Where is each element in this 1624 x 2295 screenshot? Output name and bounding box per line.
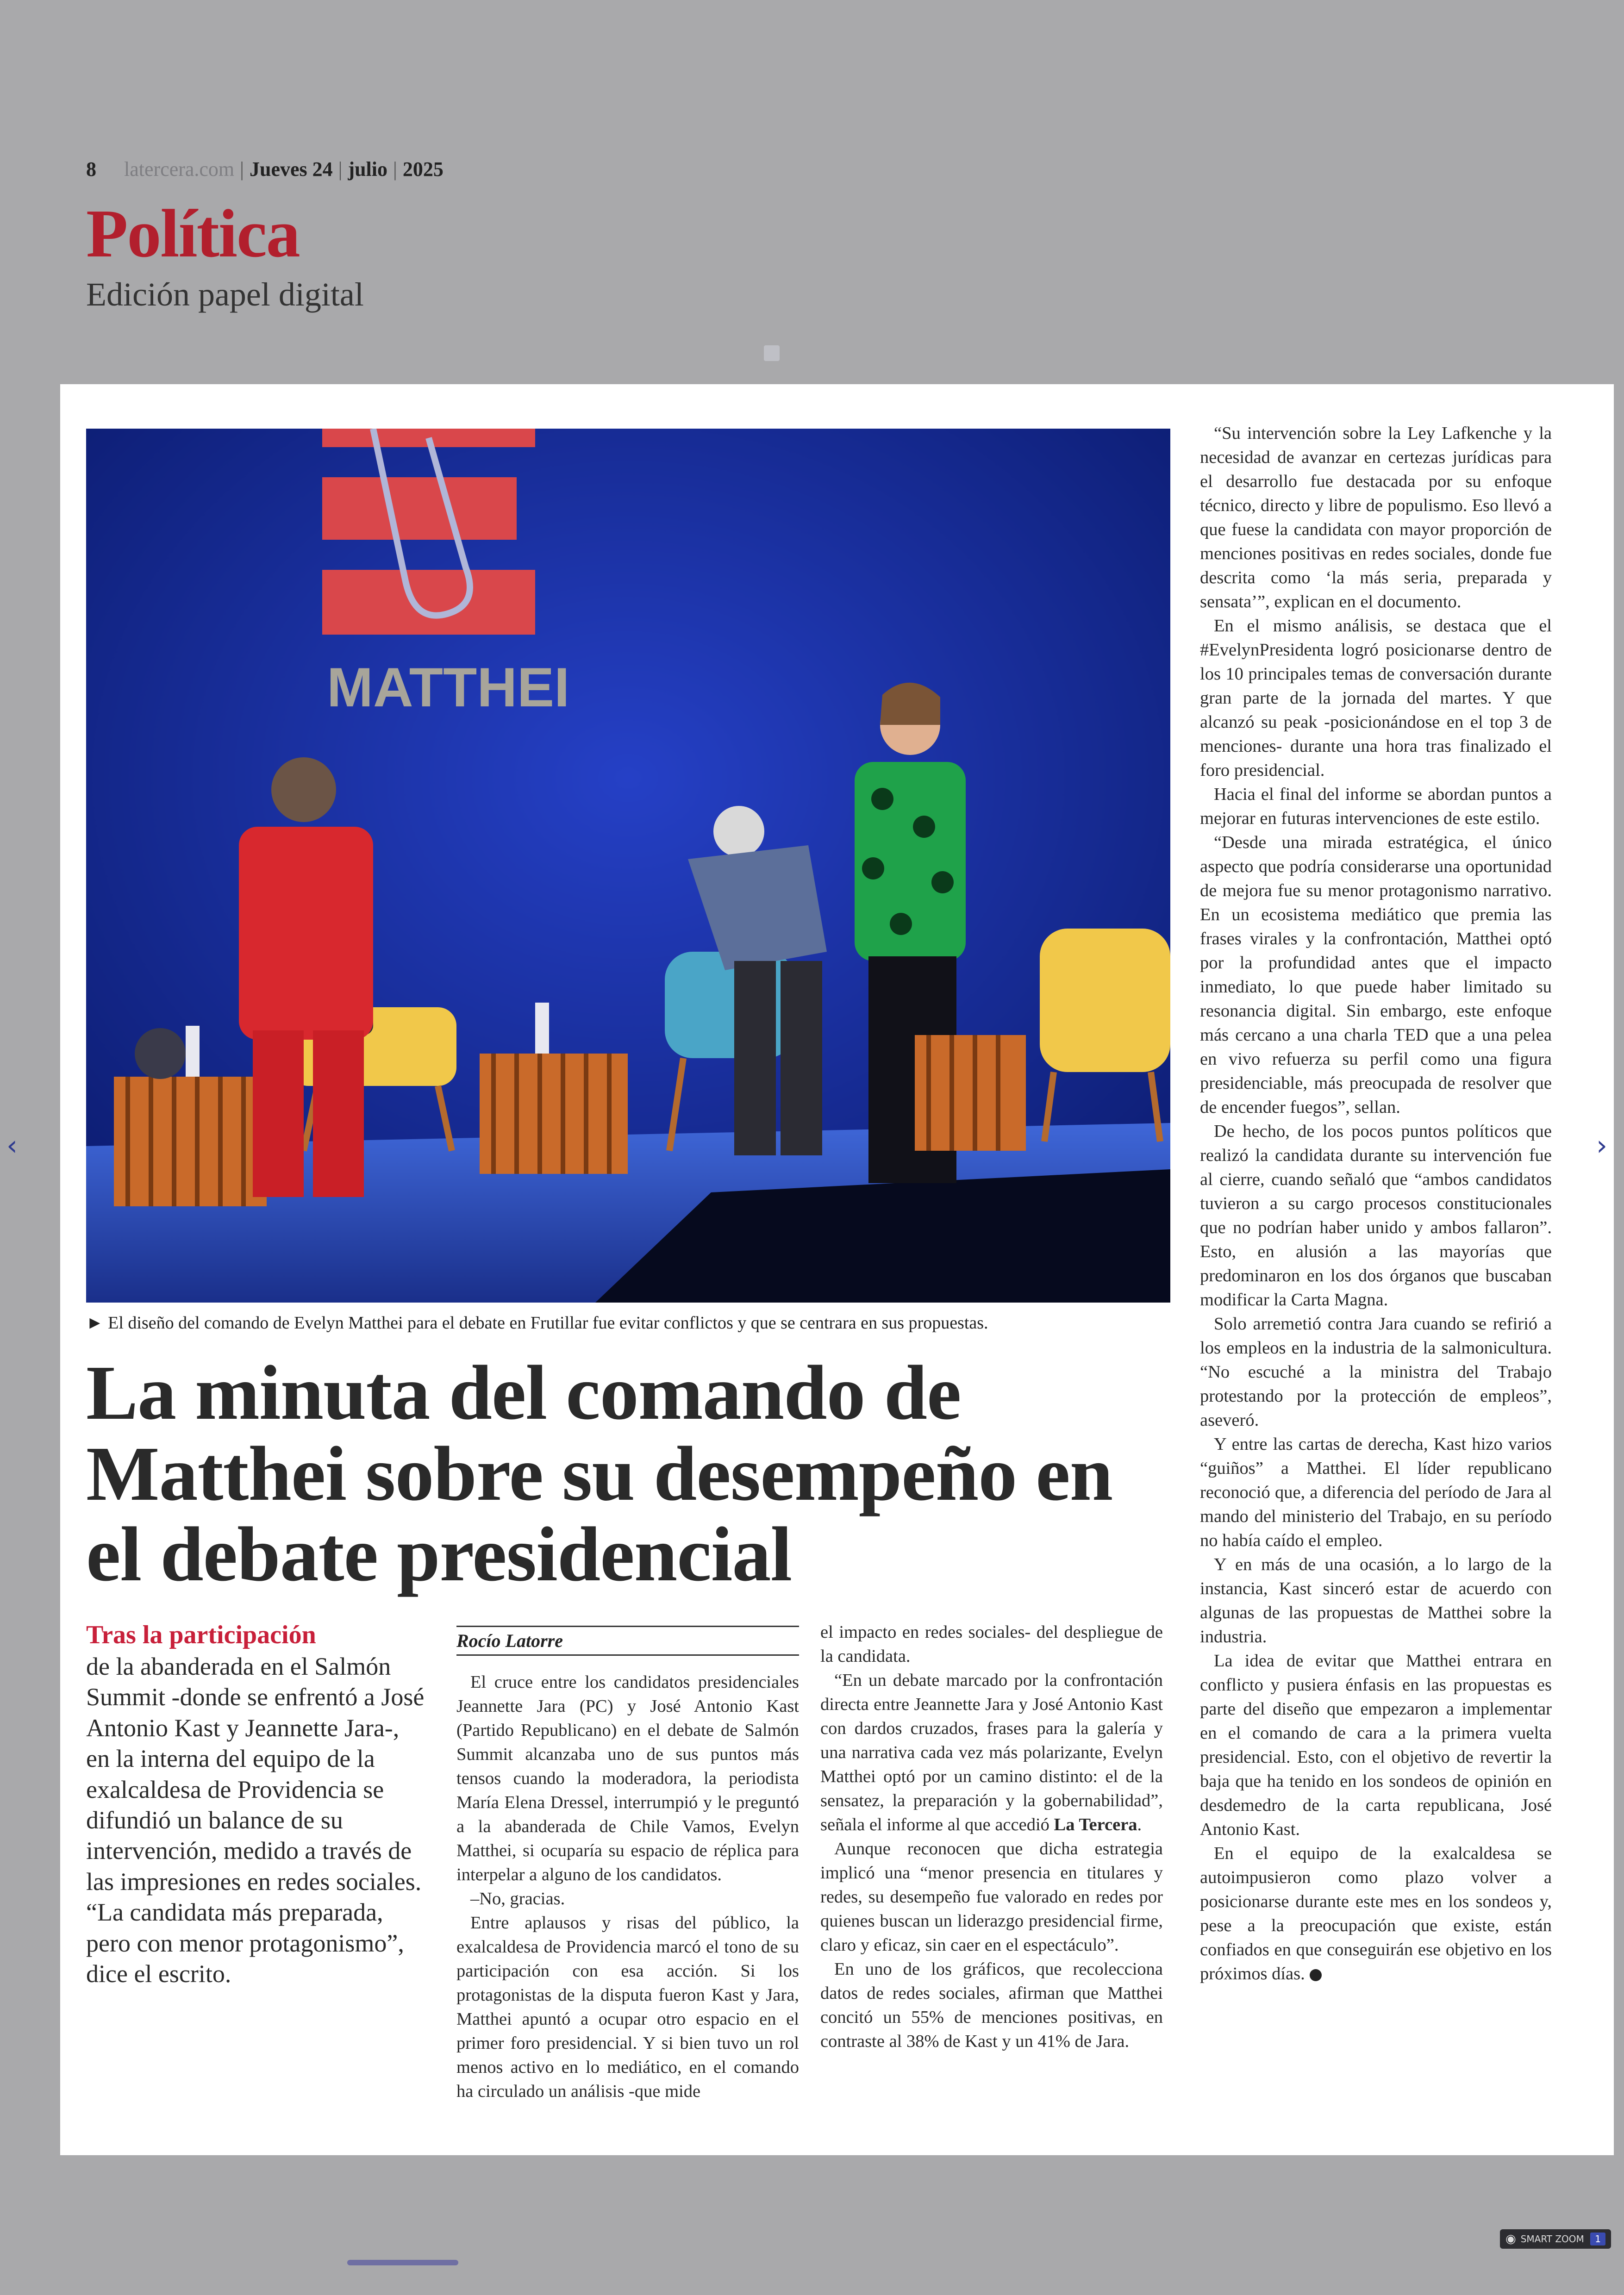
masthead — [86, 157, 734, 314]
paragraph: En uno de los gráficos, que recolecciona datos de redes sociales, afirman que Matthei concitó un 55% de menciones positivas, en contraste al 38% de Kast y un 41% de Jara. — [820, 1959, 1163, 2051]
smart-zoom-label: SMART ZOOM — [1520, 2233, 1584, 2245]
article-column-3 — [1200, 421, 1552, 1986]
paragraph: La idea de evitar que Matthei entrara en conflicto y pusiera énfasis en las propuestas es parte del diseño que empezaron a implementar en el comando de cara a la primera vuelta presidencial. Esto, con el objetivo de revertir la baja que ha tenido en los sondeos de opinión en desdemedro de la carta republicana, José Antonio Kast. — [1200, 1651, 1552, 1839]
debate-stage-illustration — [86, 429, 1170, 1303]
paragraph: En el equipo de la exalcaldesa se autoimpusieron como plazo volver a posicionarse durante este mes en los sondeos y, pese a la preocupación que existe, están confiados en que conseguirán ese objetivo en los próximos días. — [1200, 1844, 1552, 1983]
date-day: Jueves 24 — [249, 158, 333, 181]
page-number: 8 — [86, 158, 96, 181]
next-page-icon[interactable]: › — [1596, 1129, 1607, 1162]
paragraph: Hacia el final del informe se abordan puntos a mejorar en futuras intervenciones de este estilo. — [1200, 785, 1552, 828]
lede-text: de la abanderada en el Salmón Summit -donde se enfrentó a José Antonio Kast y Jeannette Jara-, en la interna del equipo de la exalcaldesa de Providencia se difundió un balance de su intervención, medido a través de las impresiones en redes sociales. “La candidata más preparada, pero con menor protagonismo”, dice el escrito. — [86, 1652, 425, 1988]
eye-icon: ◉ — [1505, 2232, 1516, 2246]
paragraph: el impacto en redes sociales- del despliegue de la candidata. — [820, 1622, 1163, 1666]
paragraph: Y en más de una ocasión, a lo largo de la instancia, Kast sinceró estar de acuerdo con algunas de las propuestas de Matthei sobre la industria. — [1200, 1555, 1552, 1646]
paragraph: Y entre las cartas de derecha, Kast hizo varios “guiños” a Matthei. El líder republicano reconoció que, a diferencia del período de Jara al mando del ministerio del Trabajo, en su período no había caído el empleo. — [1200, 1434, 1552, 1550]
smart-zoom-value: 1 — [1590, 2233, 1605, 2245]
date-year: 2025 — [402, 158, 443, 181]
section-title: Política — [86, 196, 300, 272]
photo-caption: ► El diseño del comando de Evelyn Matthei para el debate en Frutillar fue evitar conflictos y que se centrara en sus propuestas. — [86, 1313, 988, 1333]
site-name: latercera.com — [124, 158, 235, 181]
paragraph: De hecho, de los pocos puntos políticos que realizó la candidata durante su intervención fue al cierre, cuando señaló que “ambos candidatos tuvieron a su cargo procesos constitucionales que no podrían haber unido y ambos fallaron”. Esto, en alusión a las mayorías que predominaron en los dos órganos que buscaban modificar la Carta Magna. — [1200, 1122, 1552, 1310]
paragraph: Solo arremetió contra Jara cuando se refirió a los empleos en la industria de la salmonicultura. “No escuché a la ministra del Trabajo protestando por la protección de empleos”, aseveró. — [1200, 1314, 1552, 1430]
article-column-1 — [456, 1670, 799, 2103]
byline: Rocío Latorre — [456, 1626, 799, 1656]
date-month: julio — [348, 158, 388, 181]
lede-lead-in: Tras la participación — [86, 1621, 316, 1649]
paragraph: –No, gracias. — [470, 1889, 565, 1908]
article-column-2 — [820, 1620, 1163, 2053]
edition-subtitle: Edición papel digital — [86, 276, 364, 313]
page-progress-bar[interactable] — [347, 2260, 458, 2265]
previous-page-icon[interactable]: ‹ — [6, 1129, 18, 1162]
newspaper-page — [60, 384, 1614, 2155]
article-lede — [86, 1619, 429, 1989]
newspaper-name: La Tercera — [1054, 1815, 1137, 1834]
paragraph: “En un debate marcado por la confrontación directa entre Jeannette Jara y José Antonio Kast con dardos cruzados, frases para la galería y una narrativa cada vez más polarizante, Evelyn Matthei optó por un camino distinto: el de la sensatez, la preparación y la gobernabilidad”, señala el informe al que accedió La Tercera. — [820, 1671, 1163, 1834]
paragraph: El cruce entre los candidatos presidenciales Jeannette Jara (PC) y José Antonio Kast (Partido Republicano) en el debate de Salmón Summit alcanzaba uno de sus puntos más tensos cuando la moderadora, la periodista María Elena Dressel, interrumpió y le preguntó a la abanderada de Chile Vamos, Evelyn Matthei, si ocuparía su espacio de réplica para interpelar a alguno de los candidatos. — [456, 1672, 799, 1884]
smart-zoom-button[interactable] — [1500, 2229, 1611, 2249]
paragraph: Aunque reconocen que dicha estrategia implicó una “menor presencia en titulares y redes, su desempeño fue valorado en redes por quienes buscan un liderazgo presidencial firme, claro y eficaz, sin caer en el espectáculo”. — [820, 1839, 1163, 1955]
article-photo — [86, 429, 1170, 1303]
dateline: 8 latercera.com | Jueves 24 | julio | 2025 — [86, 158, 443, 181]
paragraph: “Desde una mirada estratégica, el único aspecto que podría considerarse una oportunidad de mejora fue su menor protagonismo narrativo. En un ecosistema mediático que premia las frases virales y la confrontación, Matthei optó por la profundidad antes que el impacto inmediato, lo que puede haber limitado su resonancia digital. Sin embargo, este enfoque más cercano a una charla TED que a una pelea en vivo refuerza su perfil como una figura presidenciable, más preocupada de resolver que de encender fuegos”, sellan. — [1200, 833, 1552, 1117]
page-marker-icon[interactable] — [764, 345, 780, 361]
matthei-sign-text: MATTHEI — [327, 656, 570, 718]
paragraph: Entre aplausos y risas del público, la exalcaldesa de Providencia marcó el tono de su participación con esa acción. Si los protagonistas de la disputa fueron Kast y Jara, Matthei apuntó a ocupar otro espacio en el primer foro presidencial. Y si bien tuvo un rol menos activo en lo mediático, en el comando ha circulado un análisis -que mide — [456, 1913, 799, 2101]
article-headline: La minuta del comando de Matthei sobre su desempeño en el debate presidencial — [86, 1350, 1113, 1598]
end-of-article-icon — [1310, 1969, 1322, 1981]
paragraph: En el mismo análisis, se destaca que el #EvelynPresidenta logró posicionarse dentro de los 10 principales temas de conversación durante gran parte de la jornada del martes. Y que alcanzó su peak -posicionándose en el top 3 de menciones- durante una hora tras finalizado el foro presidencial. — [1200, 616, 1552, 780]
paragraph: “Su intervención sobre la Ley Lafkenche y la necesidad de avanzar en certezas jurídicas para el desarrollo fue destacada por su enfoque técnico, directo y libre de populismo. Eso llevó a que fuese la candidata con mayor proporción de menciones positivas en redes sociales, donde fue descrita como ‘la más seria, preparada y sensata’”, explican en el documento. — [1200, 424, 1552, 611]
